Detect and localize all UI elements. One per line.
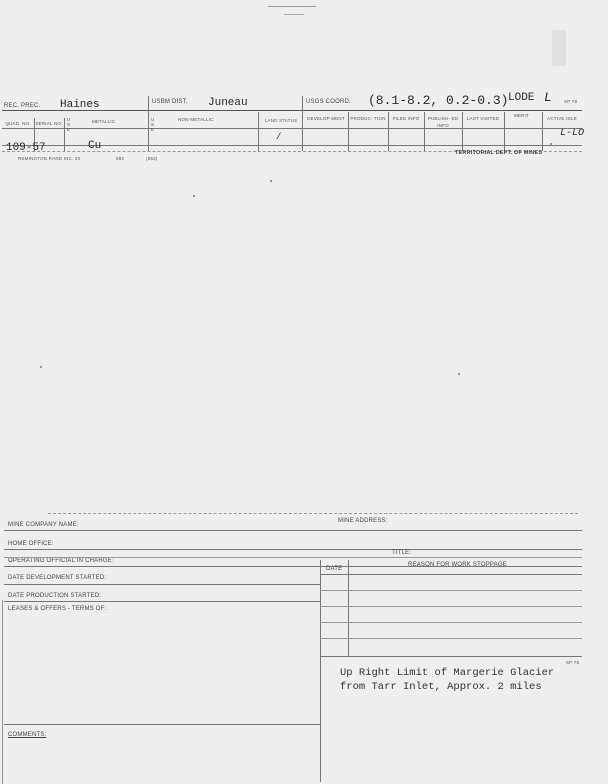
date-development-started-label: DATE DEVELOPMENT STARTED: [8, 575, 107, 581]
speck [193, 195, 195, 197]
stoppage-reason-header: REASON FOR WORK STOPPAGE [408, 562, 507, 568]
corner-code: SP 78 [564, 99, 578, 104]
scan-mark [268, 6, 316, 7]
binding-edge [2, 600, 3, 784]
comments-label: COMMENTS: [8, 732, 47, 738]
scan-shadow [552, 30, 566, 66]
location-note-line: from Tarr Inlet, Approx. 2 miles [340, 681, 542, 693]
usgs-coord-value: (8.1-8.2, 0.2-0.3) [368, 93, 509, 108]
mine-address-label: MINE ADDRESS: [338, 518, 388, 524]
speck [40, 366, 42, 368]
col-published-info: PUBLISH- ED INFO [427, 116, 459, 128]
date-production-started-label: DATE PRODUCTION STARTED: [8, 593, 102, 599]
speck [550, 143, 552, 145]
col-development: DEVELOP MENT [307, 116, 345, 121]
speck [458, 373, 460, 375]
col-non-metallic: NON-METALLIC [178, 117, 214, 122]
usbm-dist-value: Juneau [208, 97, 248, 109]
scan-mark [284, 14, 304, 15]
col-last-visited: LAST VISITED [466, 116, 500, 121]
lode-value: L [544, 90, 552, 105]
row-land-status: / [276, 132, 282, 142]
usgs-coord-label: USGS COORD. [306, 99, 351, 105]
department-name: TERRITORIAL DEPT. OF MINES [455, 150, 543, 156]
lode-label: LODE [508, 92, 535, 104]
mine-company-name-label: MINE COMPANY NAME: [8, 522, 79, 528]
location-notes [340, 666, 554, 694]
rec-prec-label: REC. PREC. [4, 103, 41, 109]
col-metallic: METALLIC [92, 119, 116, 124]
stoppage-date-header: DATE [326, 566, 343, 572]
usbm-dist-label: USBM DIST. [152, 99, 188, 105]
row-active-idle: L-LO [560, 128, 585, 139]
location-note-line: Up Right Limit of Margerie Glacier [340, 667, 555, 679]
col-use-metal: U S E [67, 117, 71, 132]
col-merit: MERIT [514, 113, 529, 118]
col-quad-no: QUAD. NO. [5, 121, 31, 126]
form-code: (552) [146, 156, 158, 161]
col-serial-no: SERIAL NO. [35, 121, 63, 126]
speck [270, 180, 272, 182]
printer-imprint: REMINGTON RAND INC. 20 [18, 156, 81, 161]
form-number: 882 [116, 156, 125, 161]
title-label: TITLE: [392, 550, 412, 556]
lower-corner-code: SP 78 [566, 660, 580, 665]
home-office-label: HOME OFFICE: [8, 541, 54, 547]
col-active-idle: ACTIVE IDLE [547, 116, 577, 121]
col-land-status: LAND STATUS [264, 118, 298, 123]
rec-prec-value: Haines [60, 99, 100, 111]
col-use-nonmetal: U S E [151, 117, 155, 132]
col-production: PRODUC- TION [350, 116, 386, 121]
row-metallic: Cu [88, 140, 102, 152]
col-filed-info: FILED INFO [392, 116, 420, 121]
operating-official-label: OPERATING OFFICIAL IN CHARGE: [8, 558, 114, 564]
leases-offers-label: LEASES & OFFERS - TERMS OF: [8, 606, 107, 612]
row-quad-serial: 109-57 [6, 142, 46, 154]
